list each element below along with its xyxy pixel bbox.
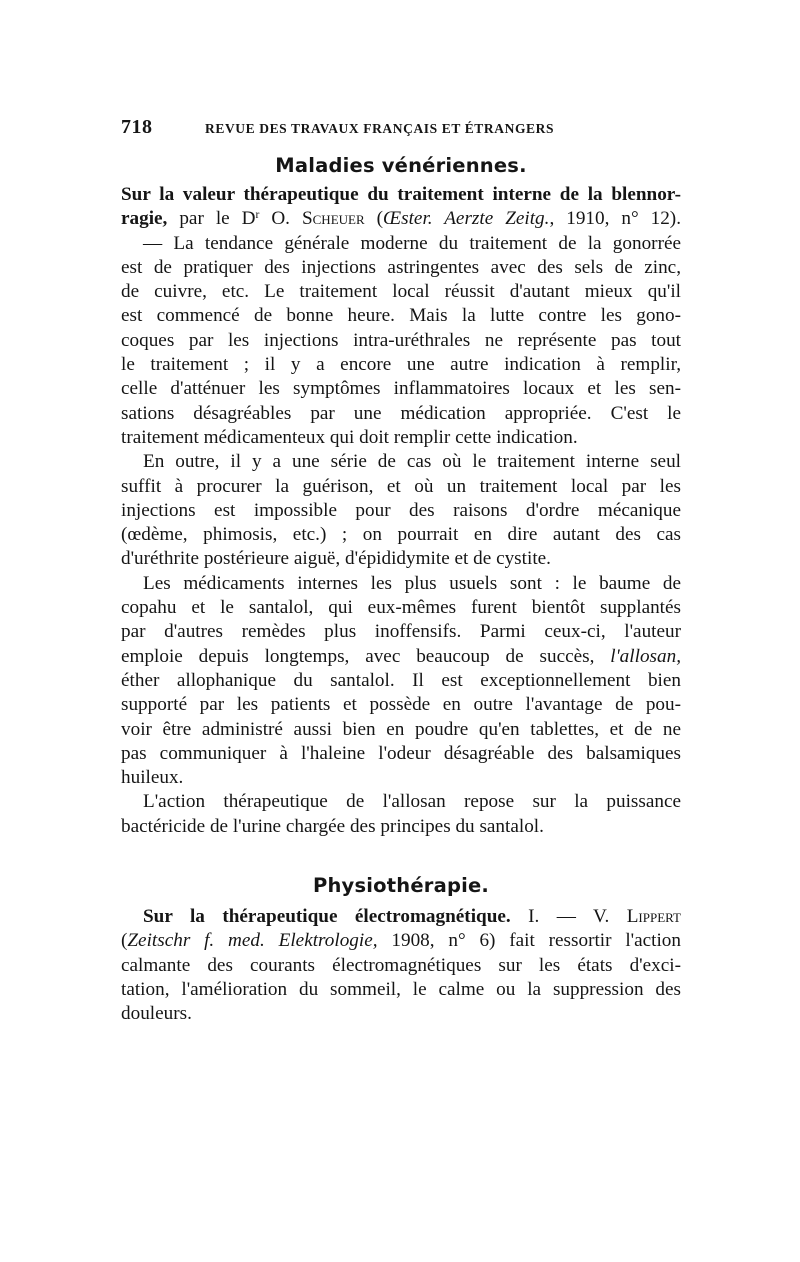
body-line: coques par les injections intra-uréthrales ne représente pas tout: [121, 329, 681, 351]
body-line: Les médicaments internes les plus usuels sont : le baume de: [143, 572, 681, 594]
body-line: suffit à procurer la guérison, et où un traitement local par les: [121, 475, 681, 497]
page-header: [121, 116, 681, 140]
running-head: REVUE DES TRAVAUX FRANÇAIS ET ÉTRANGERS: [205, 121, 555, 136]
page-number: 718: [121, 116, 153, 138]
body-line: par d'autres remèdes plus inoffensifs. Parmi ceux-ci, l'auteur: [121, 621, 681, 643]
body-line: (œdème, phimosis, etc.) ; on pourrait en dire autant des cas: [121, 524, 681, 546]
body-line: de cuivre, etc. Le traitement local réussit d'autant mieux qu'il: [121, 281, 681, 303]
byline-sup: r: [255, 209, 260, 222]
body-line: injections est impossible pour des raisons d'ordre mécanique: [121, 499, 681, 521]
article-electromagnetique: [121, 905, 681, 1026]
ref-tail: 1908, n° 6) fait ressortir l'action: [377, 930, 681, 952]
body-line: le traitement ; il y a encore une autre indication à remplir,: [121, 354, 681, 376]
body-line: L'action thérapeutique de l'allosan repose sur la puissance: [143, 791, 681, 813]
body-line: éther allophanique du santalol. Il est exceptionnellement bien: [121, 669, 681, 691]
body-line: traitement médicamenteux qui doit remplir cette indication.: [121, 426, 578, 448]
body-line: copahu et le santalol, qui eux-mêmes furent bientôt supplantés: [121, 597, 681, 619]
section-title-maladies: Maladies vénériennes.: [275, 154, 527, 177]
body-line: pas communiquer à l'haleine l'odeur désagréable des balsamiques: [121, 742, 681, 764]
body-line: bactéricide de l'urine chargée des principes du santalol.: [121, 815, 544, 837]
body-line: En outre, il y a une série de cas où le traitement interne seul: [143, 451, 681, 473]
body-line: sations désagréables par une médication appropriée. C'est le: [121, 402, 681, 424]
author-name: O. Scheuer: [271, 208, 365, 230]
article-title-end: ragie,: [121, 208, 168, 230]
body-line: calmante des courants électromagnétiques sur les états d'exci-: [121, 954, 681, 976]
section-title-physiotherapie: Physiothérapie.: [312, 874, 490, 897]
body-line: tation, l'amélioration du sommeil, le calme ou la suppression des: [121, 978, 681, 1000]
ref-open: (: [121, 930, 128, 952]
byline-par: par le D: [167, 208, 256, 230]
article-title-line: Sur la valeur thérapeutique du traitement interne de la blennor-: [121, 184, 681, 205]
source-line: [121, 929, 681, 953]
body-line: est de pratiquer des injections astringentes avec des sels de zinc,: [121, 256, 681, 278]
body-line: douleurs.: [121, 1003, 192, 1025]
source-ref: , 1910, n° 12).: [549, 208, 681, 230]
allosan-pre: emploie depuis longtemps, avec beaucoup de succès,: [121, 645, 611, 667]
body-line: voir être administré aussi bien en poudre qu'en tablettes, et de ne: [121, 718, 681, 740]
body-line: [121, 645, 681, 669]
journal-name: Œster. Aerzte Zeitg.: [383, 208, 550, 230]
body-line: celle d'atténuer les symptômes inflammatoires locaux et les sen-: [121, 378, 681, 400]
source-open: (: [364, 208, 384, 230]
body-line: — La tendance générale moderne du traitement de la gonorrée: [143, 232, 681, 254]
body-line: huileux.: [121, 767, 184, 789]
body-line: est commencé de bonne heure. Mais la lutte contre les gono-: [121, 305, 681, 327]
article-title: Sur la thérapeutique électromagnétique.: [143, 906, 511, 927]
author-name: Lippert: [626, 906, 681, 927]
allosan-term: l'allosan,: [610, 645, 681, 667]
ref-num: I. — V.: [510, 906, 627, 927]
body-line: supporté par les patients et possède en outre l'avantage de pou-: [121, 694, 681, 716]
body-line: d'uréthrite postérieure aiguë, d'épididymite et de cystite.: [121, 548, 551, 570]
article-heading-line: [121, 905, 681, 929]
byline-line: [121, 207, 681, 231]
journal-name: Zeitschr f. med. Elektrologie,: [127, 930, 378, 952]
article-blennorragie: [121, 183, 681, 839]
